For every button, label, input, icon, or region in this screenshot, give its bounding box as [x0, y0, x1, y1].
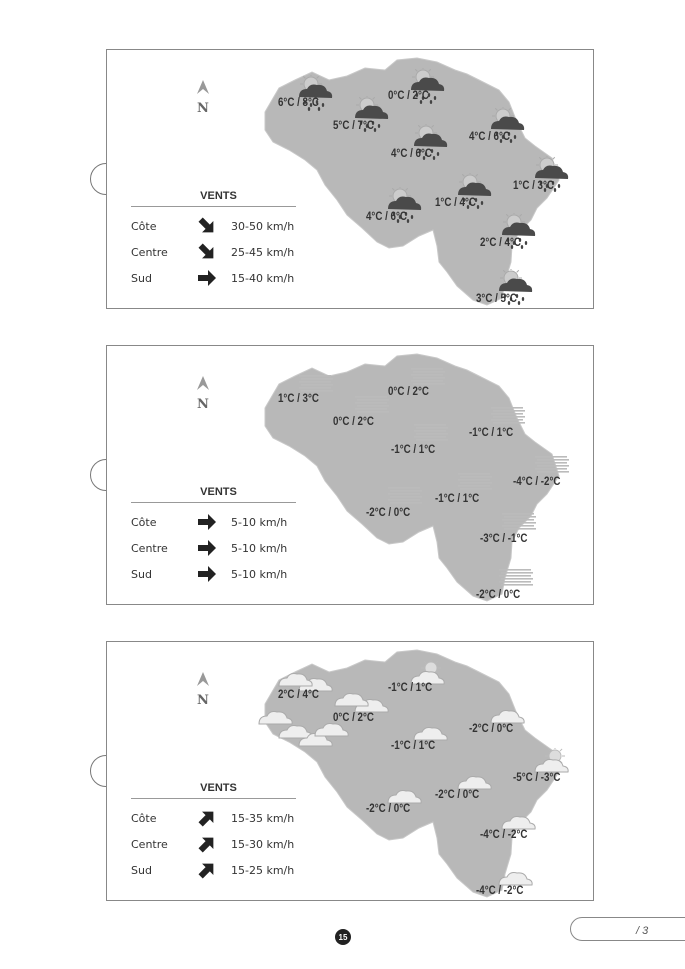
temperature-label: -4°C / -2°C: [513, 476, 561, 488]
wind-legend-title: VENTS: [200, 190, 237, 202]
weather-map-panel-1: [106, 49, 594, 309]
temperature-label: 4°C / 6°C: [469, 131, 510, 143]
wind-region: Centre: [131, 837, 168, 851]
temperature-label: 0°C / 2°C: [388, 386, 429, 398]
temperature-label: 4°C / 6°C: [391, 148, 432, 160]
compass-north-label: N: [197, 101, 209, 116]
wind-speed: 15-30 km/h: [231, 837, 295, 851]
temperature-label: 1°C / 3°C: [278, 393, 319, 405]
wind-legend-title: VENTS: [200, 486, 237, 498]
wind-region: Côte: [131, 811, 157, 825]
arrow-down-right-icon: [187, 243, 227, 261]
wind-row: [131, 831, 296, 857]
temperature-label: -2°C / 0°C: [469, 723, 514, 735]
weather-map-panel-2: [106, 345, 594, 605]
page-number-badge: 15: [335, 929, 351, 945]
temperature-label: -2°C / 0°C: [366, 803, 411, 815]
wind-row: [131, 857, 296, 883]
wind-row: [131, 805, 296, 831]
wind-region: Centre: [131, 541, 168, 555]
compass: [193, 672, 213, 708]
wind-region: Côte: [131, 219, 157, 233]
temperature-label: 0°C / 2°C: [333, 712, 374, 724]
temperature-label: -4°C / -2°C: [476, 885, 524, 897]
temperature-label: -1°C / 1°C: [435, 493, 480, 505]
wind-speed: 15-35 km/h: [231, 811, 295, 825]
arrow-up-right-icon: [187, 809, 227, 827]
temperature-label: 2°C / 4°C: [480, 237, 521, 249]
temperature-label: -5°C / -3°C: [513, 772, 561, 784]
wind-legend: [131, 190, 296, 291]
wind-speed: 25-45 km/h: [231, 245, 295, 259]
wind-legend: [131, 782, 296, 883]
page-fraction: / 3: [636, 925, 649, 937]
arrow-right-icon: [187, 539, 227, 557]
wind-speed: 5-10 km/h: [231, 515, 288, 529]
wind-row: [131, 265, 296, 291]
temperature-label: 2°C / 4°C: [278, 689, 319, 701]
wind-region: Sud: [131, 863, 152, 877]
wind-legend: [131, 486, 296, 587]
wind-legend-title: VENTS: [200, 782, 237, 794]
wind-row: [131, 535, 296, 561]
wind-row: [131, 213, 296, 239]
north-arrow-icon: [197, 80, 209, 94]
arrow-right-icon: [187, 565, 227, 583]
temperature-label: -2°C / 0°C: [435, 789, 480, 801]
compass: [193, 80, 213, 116]
temperature-label: 6°C / 8°C: [278, 97, 319, 109]
compass-north-label: N: [197, 693, 209, 708]
wind-speed: 5-10 km/h: [231, 567, 288, 581]
arrow-up-right-icon: [187, 835, 227, 853]
cloud-icon: [277, 662, 315, 692]
temperature-label: 0°C / 2°C: [333, 416, 374, 428]
arrow-right-icon: [187, 513, 227, 531]
wind-region: Sud: [131, 271, 152, 285]
wind-row: [131, 509, 296, 535]
north-arrow-icon: [197, 376, 209, 390]
wind-region: Centre: [131, 245, 168, 259]
temperature-label: -2°C / 0°C: [476, 589, 521, 601]
wind-region: Sud: [131, 567, 152, 581]
north-arrow-icon: [197, 672, 209, 686]
temperature-label: -4°C / -2°C: [480, 829, 528, 841]
temperature-label: -1°C / 1°C: [388, 682, 433, 694]
temperature-label: 1°C / 4°C: [435, 197, 476, 209]
arrow-down-right-icon: [187, 217, 227, 235]
temperature-label: 0°C / 2°C: [388, 90, 429, 102]
temperature-label: -1°C / 1°C: [391, 444, 436, 456]
wind-speed: 30-50 km/h: [231, 219, 295, 233]
arrow-up-right-icon: [187, 861, 227, 879]
temperature-label: 3°C / 5°C: [476, 293, 517, 305]
arrow-right-icon: [187, 269, 227, 287]
page-tab: [570, 917, 685, 941]
temperature-label: -2°C / 0°C: [366, 507, 411, 519]
temperature-label: -1°C / 1°C: [391, 740, 436, 752]
legend-divider: [131, 206, 296, 207]
weather-map-panel-3: [106, 641, 594, 901]
wind-row: [131, 561, 296, 587]
temperature-label: -1°C / 1°C: [469, 427, 514, 439]
temperature-label: 5°C / 7°C: [333, 120, 374, 132]
cloud-icon: [333, 682, 371, 712]
legend-divider: [131, 798, 296, 799]
wind-row: [131, 239, 296, 265]
compass-north-label: N: [197, 397, 209, 412]
wind-region: Côte: [131, 515, 157, 529]
compass: [193, 376, 213, 412]
temperature-label: 4°C / 6°C: [366, 211, 407, 223]
legend-divider: [131, 502, 296, 503]
wind-speed: 15-25 km/h: [231, 863, 295, 877]
temperature-label: 1°C / 3°C: [513, 180, 554, 192]
temperature-label: -3°C / -1°C: [480, 533, 528, 545]
wind-speed: 15-40 km/h: [231, 271, 295, 285]
wind-speed: 5-10 km/h: [231, 541, 288, 555]
